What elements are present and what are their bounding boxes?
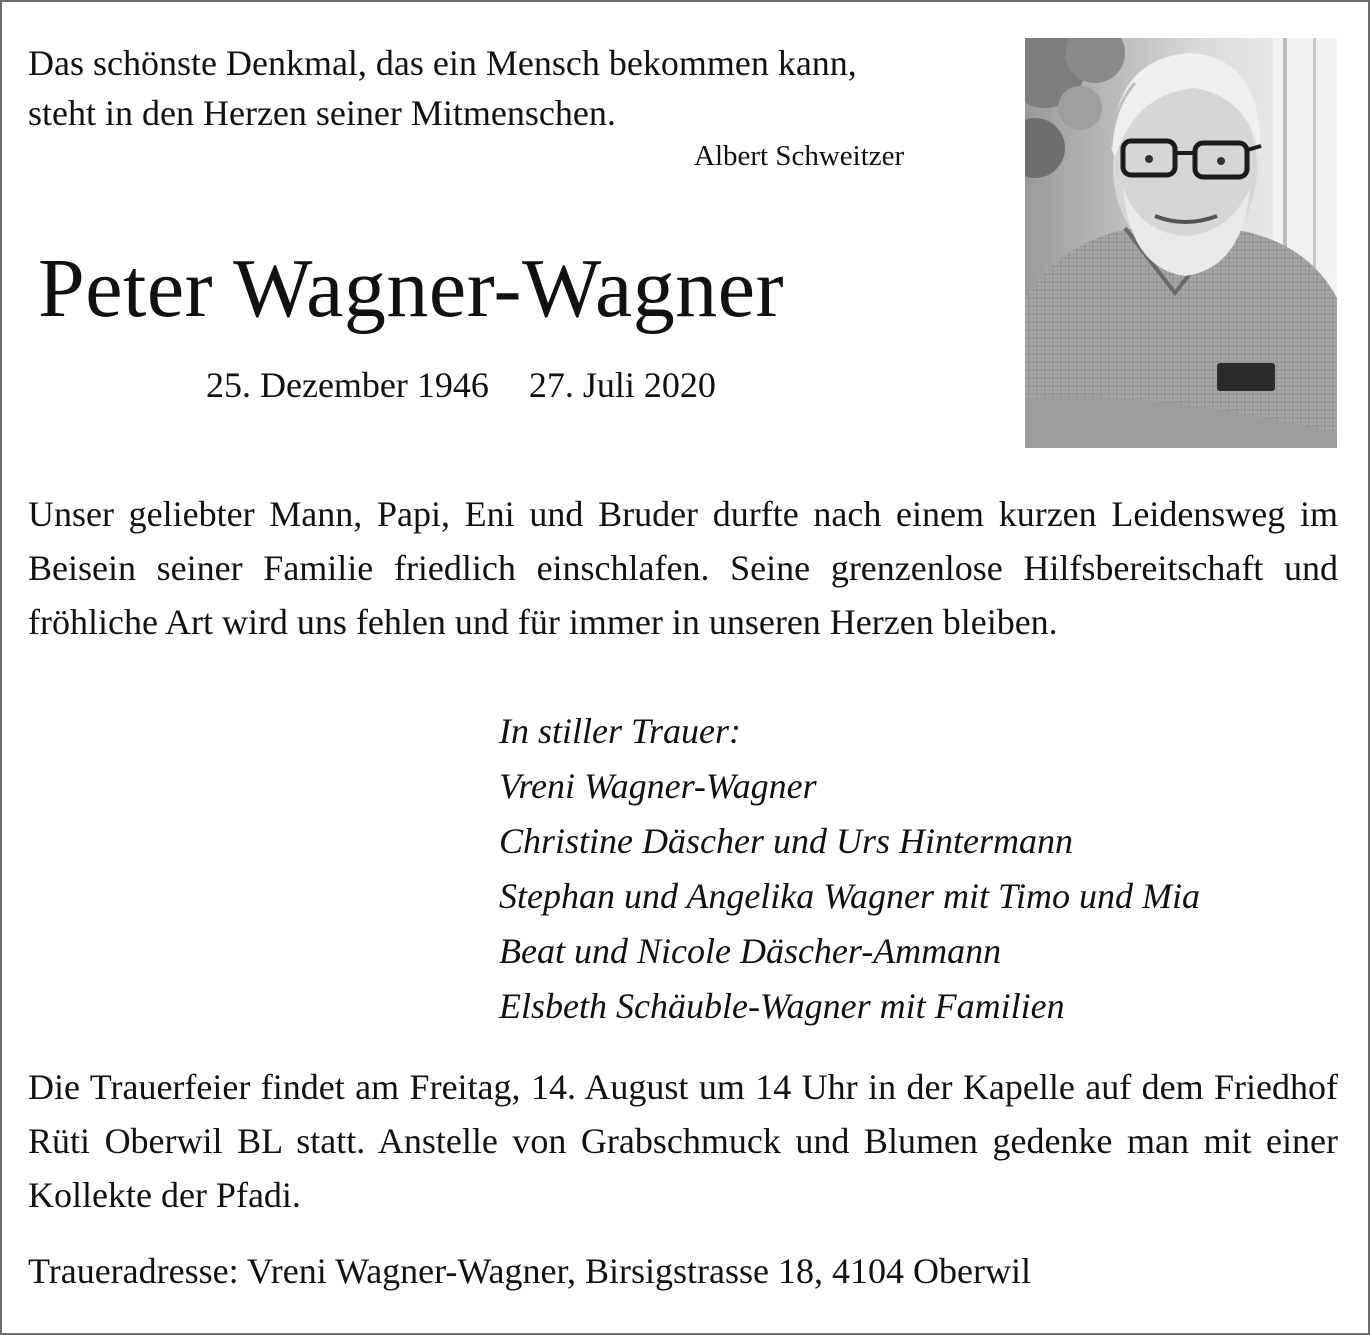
life-dates <box>206 364 716 406</box>
quote-line: Das schönste Denkmal, das ein Mensch bekommen kann, <box>28 43 857 83</box>
mourners-heading: In stiller Trauer: <box>499 711 742 751</box>
mourners-list <box>499 704 1200 1034</box>
mourner-name: Elsbeth Schäuble-Wagner mit Familien <box>499 986 1065 1026</box>
mourner-name: Vreni Wagner-Wagner <box>499 766 817 806</box>
quote-author: Albert Schweitzer <box>694 140 905 172</box>
quote <box>28 38 857 138</box>
mourning-address: Traueradresse: Vreni Wagner-Wagner, Birsigstrasse 18, 4104 Oberwil <box>28 1251 1031 1291</box>
mourner-name: Christine Däscher und Urs Hintermann <box>499 821 1073 861</box>
birth-date: 25. Dezember 1946 <box>206 365 489 405</box>
death-date: 27. Juli 2020 <box>528 365 716 405</box>
obituary-text: Unser geliebter Mann, Papi, Eni und Bruder durfte nach einem kurzen Leidensweg im Beisein seiner Familie friedlich einschlafen. Seine grenzenlose Hilfsbereitschaft und fröhliche Art wird uns fehlen und für immer in unseren Herzen bleiben. <box>28 494 1338 642</box>
mourner-name: Beat und Nicole Däscher-Ammann <box>499 931 1002 971</box>
portrait-photo <box>1025 38 1337 448</box>
deceased-name: Peter Wagner-Wagner <box>38 242 785 335</box>
ceremony-text: Die Trauerfeier findet am Freitag, 14. August um 14 Uhr in der Kapelle auf dem Friedhof Rüti Oberwil BL statt. Anstelle von Grabschmuck und Blumen gedenke man mit einer Kollekte der Pfadi. <box>28 1067 1338 1215</box>
mourner-name: Stephan und Angelika Wagner mit Timo und Mia <box>499 876 1200 916</box>
quote-line: steht in den Herzen seiner Mitmenschen. <box>28 93 616 133</box>
portrait-illustration <box>1025 38 1337 448</box>
